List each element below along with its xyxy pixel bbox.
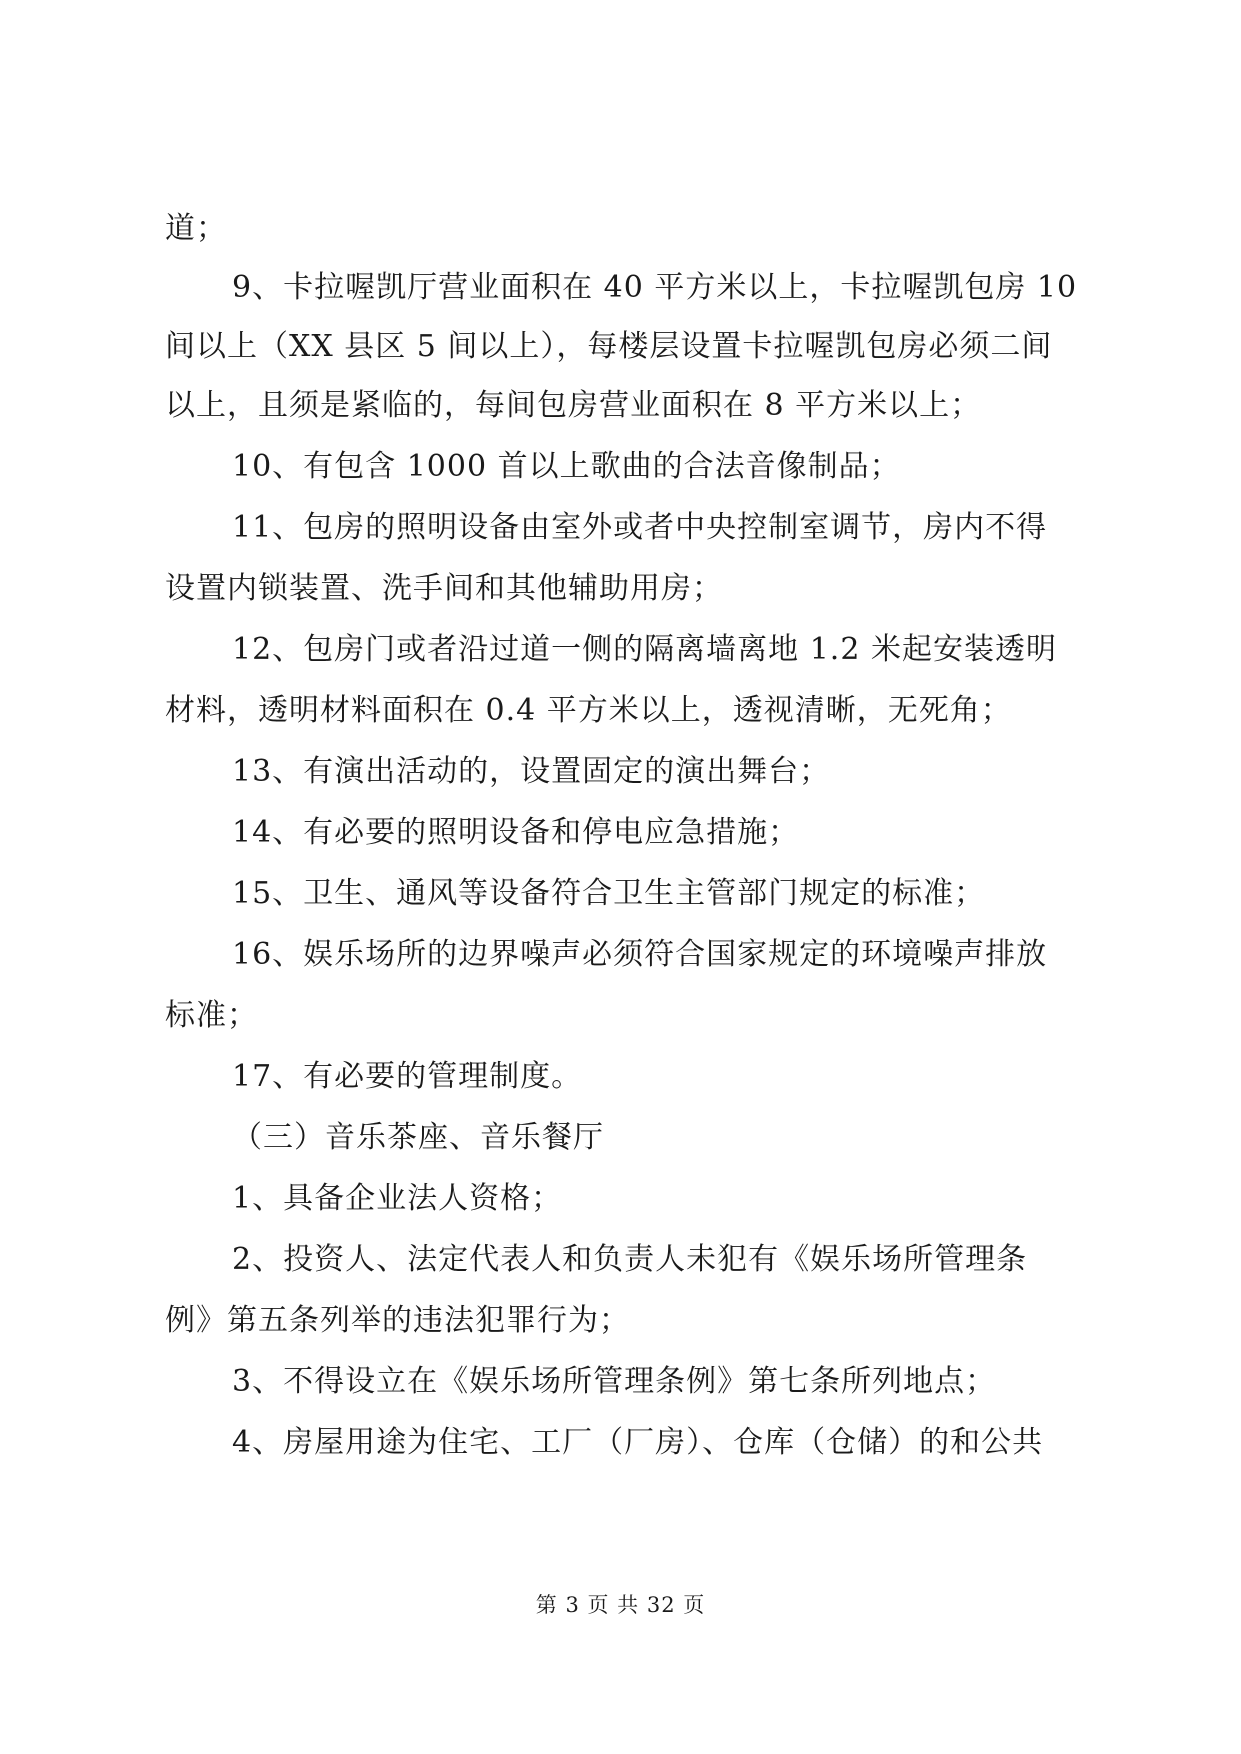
text-line: 1、具备企业法人资格； — [232, 1181, 563, 1216]
text-line: 11、包房的照明设备由室外或者中央控制室调节，房内不得 — [232, 510, 1048, 545]
text-line: 间以上（XX 县区 5 间以上），每楼层设置卡拉喔凯包房必须二间 — [165, 329, 1053, 364]
section-heading: （三）音乐茶座、音乐餐厅 — [232, 1120, 604, 1155]
text-line: 15、卫生、通风等设备符合卫生主管部门规定的标准； — [232, 876, 986, 911]
text-line: 3、不得设立在《娱乐场所管理条例》第七条所列地点； — [232, 1364, 997, 1399]
text-line: 道； — [165, 211, 227, 246]
text-line: 14、有必要的照明设备和停电应急措施； — [232, 815, 800, 850]
text-line: 16、娱乐场所的边界噪声必须符合国家规定的环境噪声排放 — [232, 937, 1048, 972]
text-line: 材料，透明材料面积在 0.4 平方米以上，透视清晰，无死角； — [165, 693, 1012, 728]
text-line: 设置内锁装置、洗手间和其他辅助用房； — [165, 571, 723, 606]
text-line: 13、有演出活动的，设置固定的演出舞台； — [232, 754, 831, 789]
text-line: 10、有包含 1000 首以上歌曲的合法音像制品； — [232, 449, 901, 484]
page-number-footer: 第 3 页 共 32 页 — [535, 1593, 706, 1617]
text-line: 以上，且须是紧临的，每间包房营业面积在 8 平方米以上； — [165, 388, 982, 423]
text-line: 标准； — [165, 998, 258, 1033]
text-line: 17、有必要的管理制度。 — [232, 1059, 583, 1094]
text-line: 例》第五条列举的违法犯罪行为； — [165, 1303, 630, 1338]
text-line: 4、房屋用途为住宅、工厂（厂房）、仓库（仓储）的和公共 — [232, 1425, 1044, 1460]
text-line: 2、投资人、法定代表人和负责人未犯有《娱乐场所管理条 — [232, 1242, 1028, 1277]
text-line: 9、卡拉喔凯厅营业面积在 40 平方米以上，卡拉喔凯包房 10 — [232, 270, 1078, 305]
text-line: 12、包房门或者沿过道一侧的隔离墙离地 1.2 米起安装透明 — [232, 632, 1057, 667]
